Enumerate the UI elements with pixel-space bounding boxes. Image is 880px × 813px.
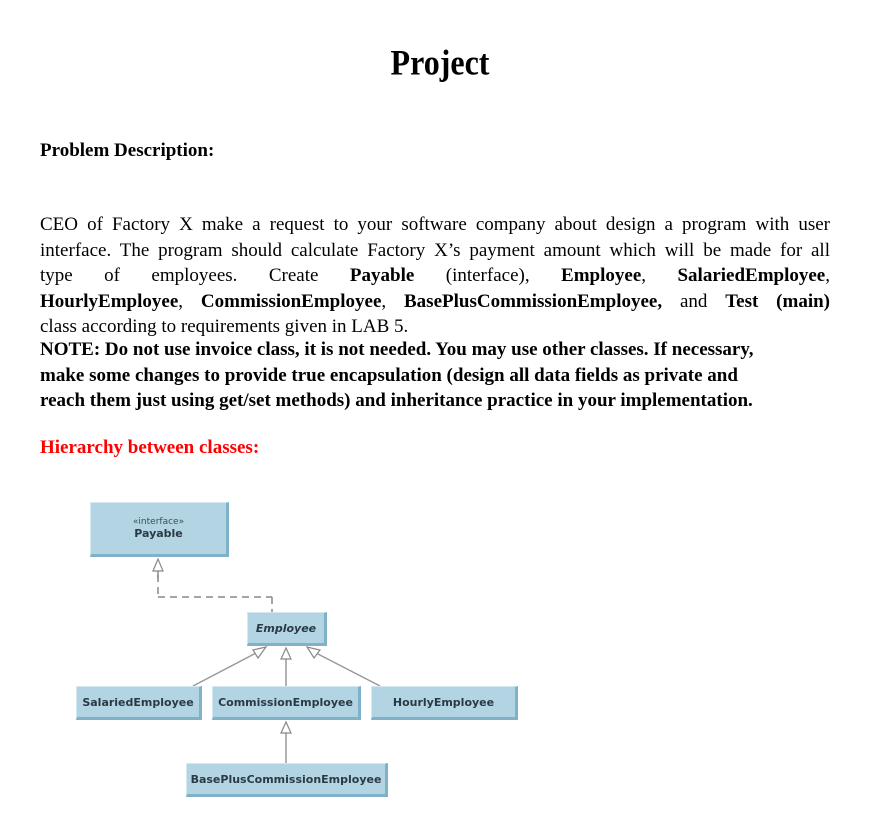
class-name-emphasis: Payable [349, 265, 415, 286]
paragraph-text: , [381, 290, 404, 312]
problem-description-heading: Problem Description: [40, 140, 215, 161]
inheritance-arrow-icon [253, 647, 266, 658]
inheritance-arrow-icon [281, 648, 291, 659]
paragraph-text: , [825, 265, 830, 286]
note-line: make some changes to provide true encapsulation (design all data fields as private and [40, 364, 738, 386]
inheritance-arrow-icon [281, 722, 291, 733]
class-name-emphasis: Employee [561, 265, 642, 286]
realization-arrow-icon [153, 559, 163, 571]
paragraph-text: and [662, 290, 726, 312]
paragraph-text: type of employees. Create [40, 265, 350, 286]
employee-class-box [247, 612, 327, 646]
class-name: SalariedEmployee [82, 695, 194, 709]
note-line: NOTE: Do not use invoice class, it is not needed. You may use other classes. If necessary, [40, 339, 754, 360]
salaried-employee-box [76, 686, 202, 720]
stereotype-label: «interface» [132, 517, 185, 527]
class-name-emphasis: CommissionEmployee [200, 290, 382, 312]
class-name-emphasis: HourlyEmployee [40, 290, 179, 312]
class-name: HourlyEmployee [392, 695, 495, 709]
class-name: CommissionEmployee [218, 695, 353, 709]
paragraph-text: (interface), [414, 265, 562, 286]
paragraph-text: , [641, 265, 678, 286]
class-name-emphasis: SalariedEmployee [677, 265, 826, 286]
hourly-employee-box [371, 686, 518, 720]
class-name: Payable [134, 527, 183, 540]
paragraph-text: class according to requirements given in LAB 5. [40, 316, 409, 337]
paragraph-text: , [178, 290, 201, 312]
hierarchy-heading: Hierarchy between classes: [40, 437, 260, 458]
class-name-emphasis: Test (main) [725, 290, 831, 312]
baseplus-commission-employee-box [186, 763, 388, 797]
class-name: BasePlusCommissionEmployee [190, 772, 382, 786]
class-name: Employee [255, 621, 317, 635]
class-name-emphasis: BasePlusCommissionEmployee, [404, 290, 663, 312]
note-line: reach them just using get/set methods) and inheritance practice in your implementation. [40, 390, 753, 411]
inheritance-arrow-icon [307, 647, 320, 658]
commission-employee-box [212, 686, 361, 720]
paragraph-text: CEO of Factory X make a request to your software company about design a program with user [40, 214, 830, 235]
paragraph-text: interface. The program should calculate Factory X’s payment amount which will be made for all [40, 239, 830, 261]
payable-interface-box [90, 502, 229, 557]
page-title: Project [390, 41, 490, 83]
